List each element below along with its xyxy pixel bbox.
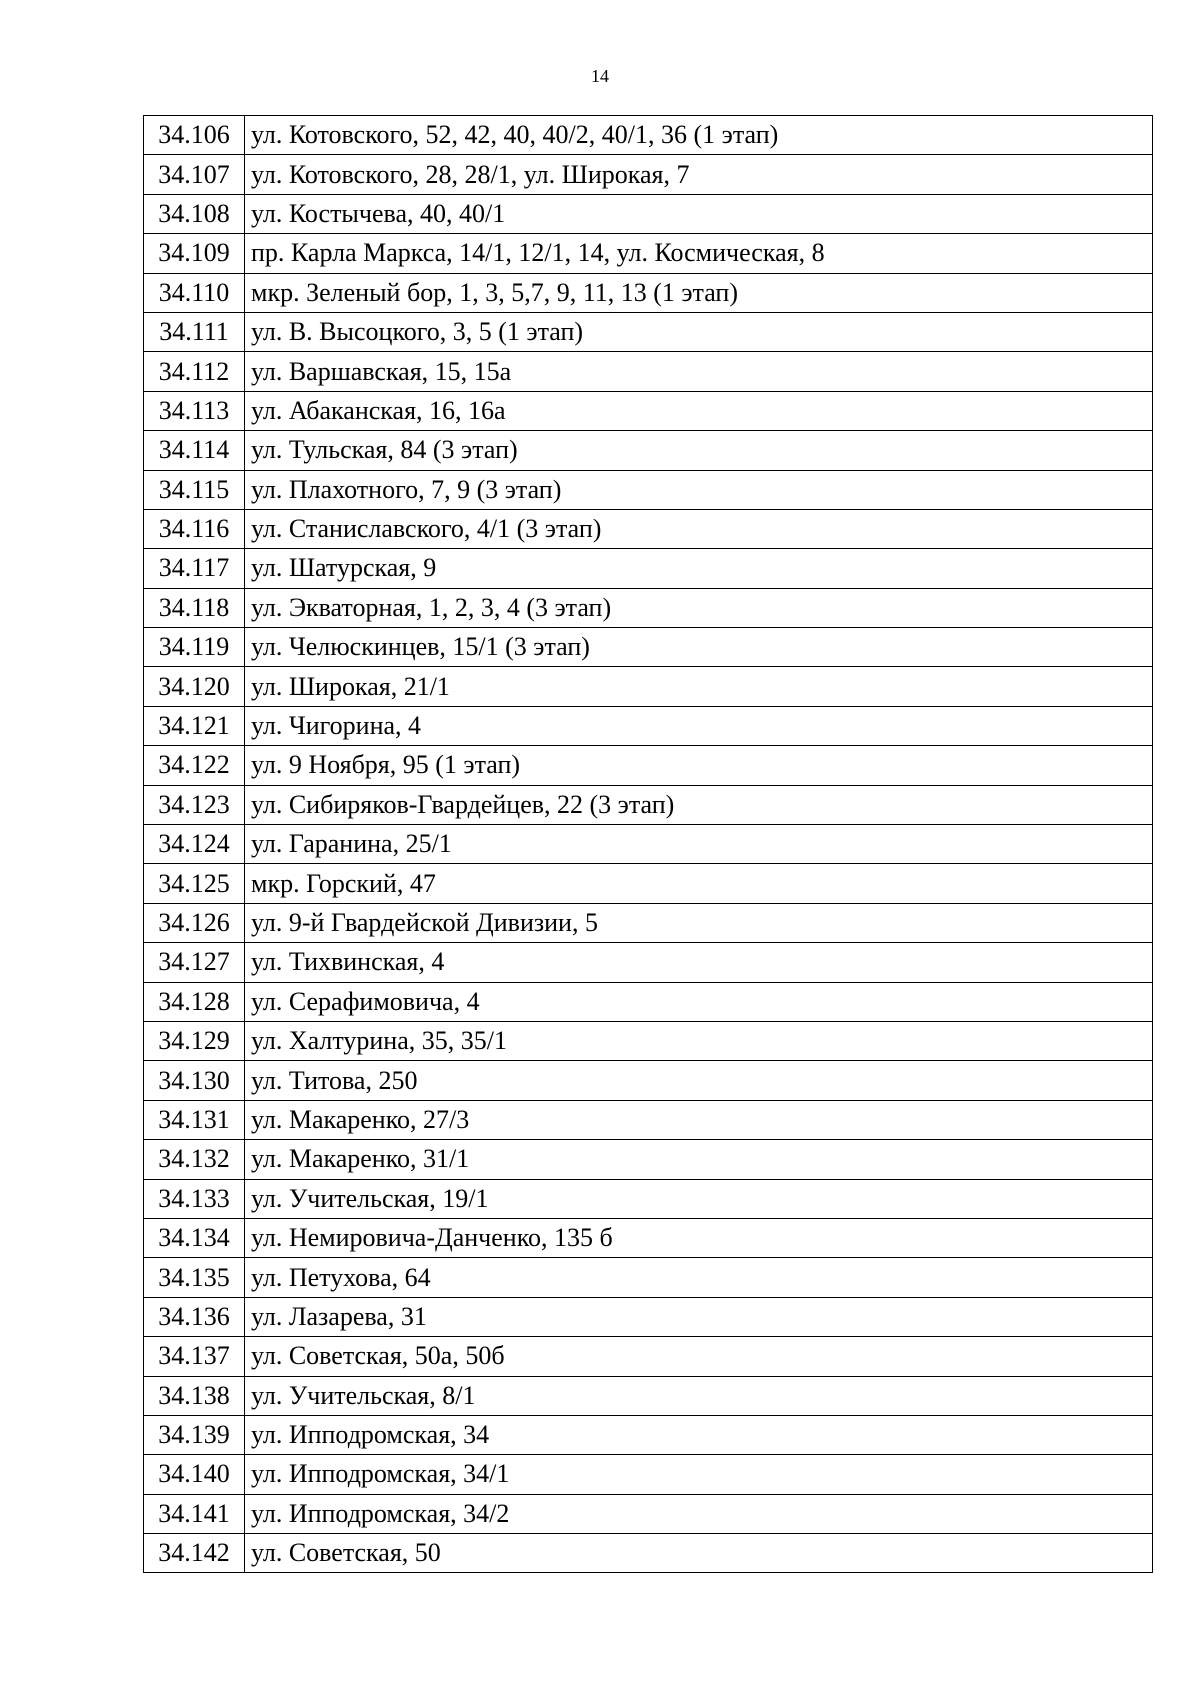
row-address: ул. Титова, 250	[245, 1061, 1153, 1100]
table-row	[144, 470, 1153, 509]
table-row	[144, 234, 1153, 273]
table-row	[144, 155, 1153, 194]
table-row	[144, 312, 1153, 351]
row-address: ул. Ипподромская, 34/1	[245, 1455, 1153, 1494]
table-row	[144, 943, 1153, 982]
table-row	[144, 391, 1153, 430]
table-row	[144, 1179, 1153, 1218]
table-row	[144, 1297, 1153, 1336]
row-number: 34.126	[144, 903, 245, 942]
row-number: 34.115	[144, 470, 245, 509]
table-row	[144, 194, 1153, 233]
table-row	[144, 785, 1153, 824]
row-address: ул. Костычева, 40, 40/1	[245, 194, 1153, 233]
row-address: ул. Макаренко, 27/3	[245, 1100, 1153, 1139]
row-address: пр. Карла Маркса, 14/1, 12/1, 14, ул. Космическая, 8	[245, 234, 1153, 273]
row-address: ул. Учительская, 19/1	[245, 1179, 1153, 1218]
table-row	[144, 982, 1153, 1021]
row-number: 34.135	[144, 1258, 245, 1297]
table-row	[144, 864, 1153, 903]
table-row	[144, 1258, 1153, 1297]
table-row	[144, 588, 1153, 627]
table-row	[144, 1061, 1153, 1100]
row-number: 34.117	[144, 549, 245, 588]
row-number: 34.130	[144, 1061, 245, 1100]
page-number: 14	[591, 66, 609, 86]
row-number: 34.113	[144, 391, 245, 430]
address-table-body	[144, 116, 1153, 1573]
row-number: 34.122	[144, 746, 245, 785]
table-row	[144, 628, 1153, 667]
row-number: 34.121	[144, 706, 245, 745]
row-address: ул. Гаранина, 25/1	[245, 825, 1153, 864]
row-address: ул. Челюскинцев, 15/1 (3 этап)	[245, 628, 1153, 667]
table-row	[144, 1021, 1153, 1060]
row-number: 34.134	[144, 1218, 245, 1257]
row-address: ул. Котовского, 52, 42, 40, 40/2, 40/1, 36 (1 этап)	[245, 116, 1153, 155]
row-number: 34.110	[144, 273, 245, 312]
row-number: 34.127	[144, 943, 245, 982]
row-number: 34.131	[144, 1100, 245, 1139]
table-row	[144, 1376, 1153, 1415]
row-number: 34.111	[144, 312, 245, 351]
row-address: ул. 9-й Гвардейской Дивизии, 5	[245, 903, 1153, 942]
row-number: 34.141	[144, 1494, 245, 1533]
row-number: 34.125	[144, 864, 245, 903]
row-address: ул. Халтурина, 35, 35/1	[245, 1021, 1153, 1060]
row-address: ул. Тульская, 84 (3 этап)	[245, 431, 1153, 470]
row-address: мкр. Зеленый бор, 1, 3, 5,7, 9, 11, 13 (1 этап)	[245, 273, 1153, 312]
table-row	[144, 273, 1153, 312]
row-number: 34.133	[144, 1179, 245, 1218]
row-number: 34.114	[144, 431, 245, 470]
table-row	[144, 549, 1153, 588]
table-row	[144, 746, 1153, 785]
row-address: ул. Шатурская, 9	[245, 549, 1153, 588]
row-number: 34.138	[144, 1376, 245, 1415]
row-number: 34.118	[144, 588, 245, 627]
table-row	[144, 1415, 1153, 1454]
row-address: ул. Макаренко, 31/1	[245, 1140, 1153, 1179]
row-number: 34.106	[144, 116, 245, 155]
table-row	[144, 431, 1153, 470]
row-address: ул. Сибиряков-Гвардейцев, 22 (3 этап)	[245, 785, 1153, 824]
row-address: мкр. Горский, 47	[245, 864, 1153, 903]
row-number: 34.120	[144, 667, 245, 706]
row-address: ул. Станиславского, 4/1 (3 этап)	[245, 509, 1153, 548]
row-address: ул. Серафимовича, 4	[245, 982, 1153, 1021]
row-address: ул. Лазарева, 31	[245, 1297, 1153, 1336]
row-address: ул. Советская, 50	[245, 1534, 1153, 1573]
row-address: ул. 9 Ноября, 95 (1 этап)	[245, 746, 1153, 785]
table-row	[144, 1140, 1153, 1179]
row-address: ул. Широкая, 21/1	[245, 667, 1153, 706]
row-number: 34.124	[144, 825, 245, 864]
row-number: 34.132	[144, 1140, 245, 1179]
table-row	[144, 667, 1153, 706]
row-number: 34.123	[144, 785, 245, 824]
row-address: ул. Котовского, 28, 28/1, ул. Широкая, 7	[245, 155, 1153, 194]
row-address: ул. Варшавская, 15, 15а	[245, 352, 1153, 391]
row-number: 34.128	[144, 982, 245, 1021]
row-address: ул. Ипподромская, 34/2	[245, 1494, 1153, 1533]
table-row	[144, 1100, 1153, 1139]
row-address: ул. Плахотного, 7, 9 (3 этап)	[245, 470, 1153, 509]
row-address: ул. Экваторная, 1, 2, 3, 4 (3 этап)	[245, 588, 1153, 627]
row-number: 34.109	[144, 234, 245, 273]
table-row	[144, 706, 1153, 745]
row-address: ул. Немировича-Данченко, 135 б	[245, 1218, 1153, 1257]
row-number: 34.137	[144, 1337, 245, 1376]
row-address: ул. Петухова, 64	[245, 1258, 1153, 1297]
row-address: ул. Советская, 50а, 50б	[245, 1337, 1153, 1376]
row-address: ул. Ипподромская, 34	[245, 1415, 1153, 1454]
table-row	[144, 1494, 1153, 1533]
row-number: 34.116	[144, 509, 245, 548]
row-number: 34.119	[144, 628, 245, 667]
table-row	[144, 825, 1153, 864]
row-address: ул. Учительская, 8/1	[245, 1376, 1153, 1415]
table-row	[144, 1337, 1153, 1376]
table-row	[144, 1218, 1153, 1257]
table-row	[144, 509, 1153, 548]
row-address: ул. Тихвинская, 4	[245, 943, 1153, 982]
row-number: 34.139	[144, 1415, 245, 1454]
row-number: 34.107	[144, 155, 245, 194]
table-row	[144, 1455, 1153, 1494]
table-row	[144, 116, 1153, 155]
row-number: 34.142	[144, 1534, 245, 1573]
row-number: 34.112	[144, 352, 245, 391]
table-row	[144, 352, 1153, 391]
row-address: ул. Чигорина, 4	[245, 706, 1153, 745]
row-number: 34.129	[144, 1021, 245, 1060]
row-address: ул. В. Высоцкого, 3, 5 (1 этап)	[245, 312, 1153, 351]
row-address: ул. Абаканская, 16, 16а	[245, 391, 1153, 430]
table-row	[144, 1534, 1153, 1573]
row-number: 34.140	[144, 1455, 245, 1494]
address-table	[143, 115, 1153, 1573]
table-row	[144, 903, 1153, 942]
row-number: 34.136	[144, 1297, 245, 1336]
row-number: 34.108	[144, 194, 245, 233]
